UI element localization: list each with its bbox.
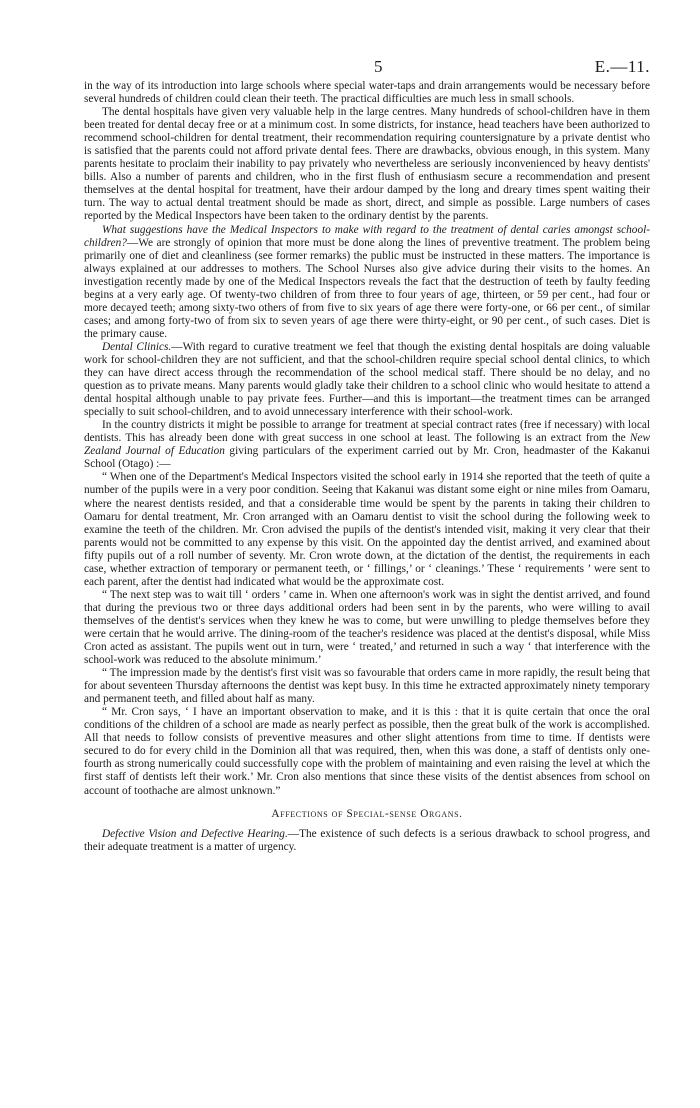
quote-paragraph-4: “ Mr. Cron says, ‘ I have an important observation to make, and it is this : that it is quite certain that once the oral conditions of the children of a school are made as nearly perfect as possible, then the great bulk of the work is accomplished. All that needs to follow consists of preventive measures and other slight attentions from time to time. If dentists were secured to do for every child in the Dominion all that was required, then, when this was done, a staff of dentists only one-fourth as strong numerically could successfully cope with the problem of maintaining and even raising the level at which the first staff of dentists left their work.’ Mr. Cron also mentions that since these visits of the dentist absences from school on account of toothache are almost unknown.” [84,706,650,797]
dental-clinics-lead: Dental Clinics. [102,340,172,353]
paragraph-1: in the way of its introduction into large schools where special water-taps and drain arrangements would be necessary before several hundreds of children could clean their teeth. The practical difficulties are much less in small schools. [84,80,650,106]
question-lead: What suggestions have the Medical Inspectors to make with regard to the treatment of dental caries amongst school-children? [84,223,650,249]
quote-paragraph-1: “ When one of the Department's Medical Inspectors visited the school early in 1914 she reported that the teeth of quite a number of the pupils were in a very poor condition. Seeing that Kakanui was distant some eight or nine miles from Oamaru, where the nearest dentists resided, and that a considerable time would be spent by the parents in taking their children to Oamaru for dental treatment, Mr. Cron arranged with an Oamaru dentist to visit the school during the following week to examine the teeth of the children. Mr. Cron advised the pupils of the dentist's intended visit, making it very clear that their parents would not be committed to any expense by this visit. On the appointed day the dentist arrived, and examined about fifty pupils out of a roll number of seventy. Mr. Cron wrote down, at the dictation of the dentist, the requirements in each case, whether extraction of temporary or permanent teeth, or ‘ fillings,’ or ‘ cleanings.’ These ‘ requirements ’ were sent to each parent, after the dentist had indicated what would be the approximate cost. [84,471,650,588]
paragraph-2: The dental hospitals have given very valuable help in the large centres. Many hundreds of school-children have in them been treated for dental decay free or at a minimum cost. In some districts, for instance, head teachers have been authorized to recommend school-children for dental treatment, their recommendation requiring countersignature by a private dentist who is satisfied that the parents could not afford private dental fees. There are drawbacks, obvious enough, in this system. Many parents hesitate to proclaim their inability to pay privately who nevertheless are seriously inconvenienced by heavy dentists' bills. Also a number of parents and children, who in the first flush of enthusiasm secure a recommendation and present themselves at the dental hospital for treatment, have their ardour damped by the long and dreary times spent waiting their turn. The way to actual dental treatment should be made as short, direct, and simple as possible. Large numbers of cases reported by the Medical Inspectors have been taken to the ordinary dentist by the parents. [84,106,650,223]
section-heading: Affections of Special-sense Organs. [271,807,463,820]
journal-title: New Zealand Journal of Education [84,432,650,458]
page-number: 5 [374,57,383,76]
defective-vision-lead: Defective Vision and Defective Hearing. [102,827,288,840]
final-paragraph: Defective Vision and Defective Hearing.—The existence of such defects is a serious drawback to school progress, and their adequate treatment is a matter of urgency. [84,827,650,853]
paragraph-4: Dental Clinics.—With regard to curative treatment we feel that though the existing dental hospitals are doing valuable work for school-children they are not sufficient, and that the school-children require special school dental clinics, to which they can have direct access through the recommendation of the school medical staff. There should be no delay, and no question as to private means. Many parents would gladly take their children to a school clinic who would hesitate to attend a dental hospital although unable to pay private fees. Further—and this is important—the treatment times can be arranged specially to suit school-children, and to avoid unnecessary interference with their school-work. [84,340,650,419]
quote-paragraph-2: “ The next step was to wait till ‘ orders ’ came in. When one afternoon's work was in sight the dentist arrived, and found that during the previous two or three days additional orders had been sent in by the parents, who were willing to avail themselves of the dentist's services when they knew he was to come, but were unwilling to pledge themselves before they were certain that he would arrive. The dining-room of the teacher's residence was placed at the dentist's disposal, while Miss Cron acted as assistant. The pupils went out in turn, were ‘ treated,’ and returned in such a way ‘ that interference with the school-work was reduced to the absolute minimum.’ [84,588,650,667]
paragraph-3: What suggestions have the Medical Inspectors to make with regard to the treatment of dental caries amongst school-children?—We are strongly of opinion that more must be done along the lines of preventive treatment. The problem being primarily one of diet and cleanliness (see former remarks) the public must be instructed in these matters. The importance is always explained at our addresses to mothers. The School Nurses also give advice during their visits to the homes. An investigation recently made by one of the Medical Inspectors reveals the fact that the destruction of teeth by faulty feeding begins at a very early age. Of twenty-two children of from three to four years of age, thirteen, or 59 per cent., had four or more decayed teeth; among sixty-two others of from five to six years of age there were forty-one, or 66 per cent., of similar cases; and among forty-two of from six to seven years of age there were thirty-eight, or 90 per cent., of such cases. Diet is the primary cause. [84,223,650,340]
page-header [84,0,650,80]
paragraph-5: In the country districts it might be possible to arrange for treatment at special contract rates (free if necessary) with local dentists. This has already been done with great success in one school at least. The following is an extract from the New Zealand Journal of Education giving particulars of the experiment carried out by Mr. Cron, headmaster of the Kakanui School (Otago) :— [84,419,650,471]
document-reference: E.—11. [594,57,650,76]
body-text [84,80,650,854]
quote-paragraph-3: “ The impression made by the dentist's first visit was so favourable that orders came in more rapidly, the result being that for about seventeen Thursday afternoons the dentist was kept busy. In this time he extracted approximately ninety temporary and permanent teeth, and filled about half as many. [84,667,650,706]
